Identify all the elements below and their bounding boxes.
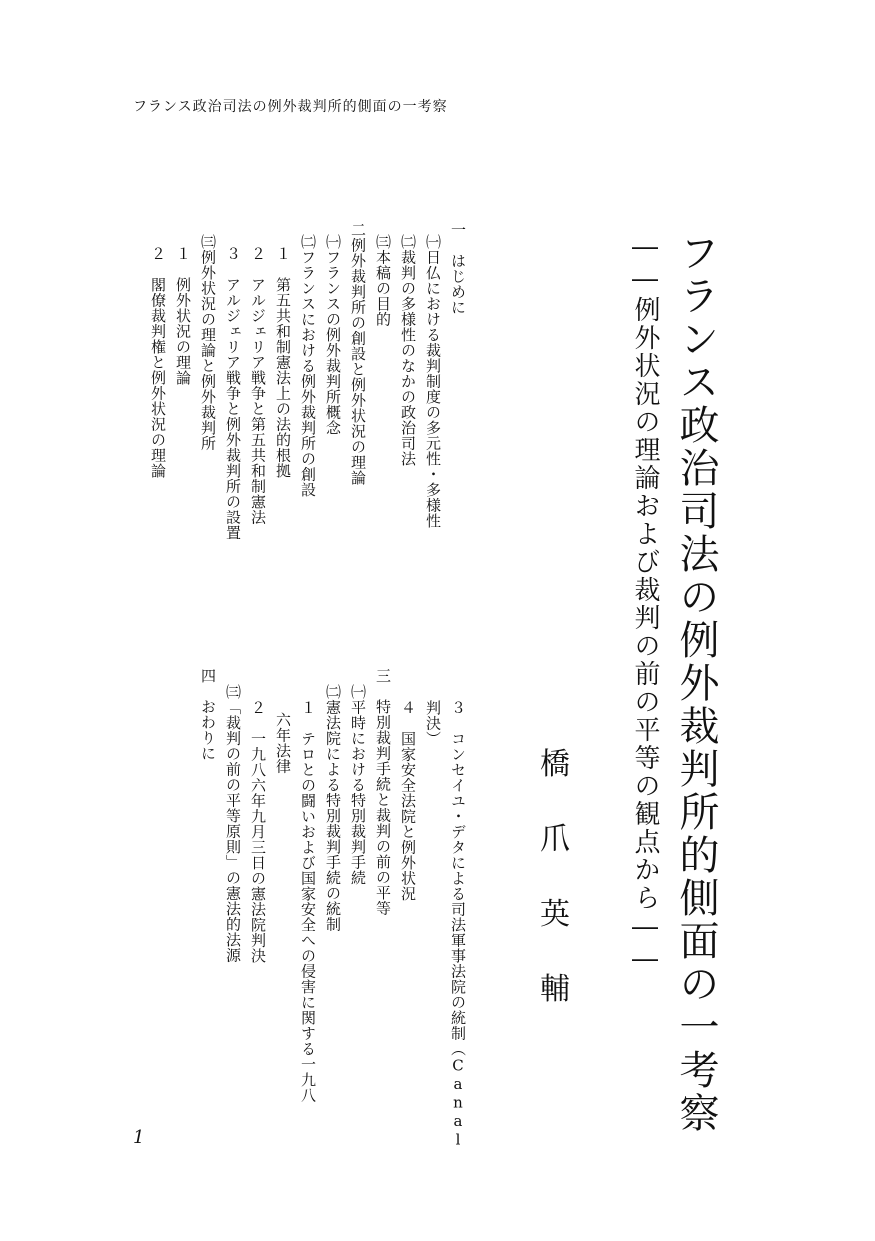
toc-subsection: １ テロとの闘いおよび国家安全への侵害に関する一九八 <box>299 700 317 1103</box>
author-char: 英 <box>540 897 570 932</box>
author-char: 輔 <box>540 972 570 1007</box>
toc-chapter-3: 三 特別裁判手続と裁判の前の平等 <box>374 668 392 916</box>
toc-chapter-2: 二例外裁判所の創設と例外状況の理論 <box>349 222 367 486</box>
toc-subsection: ３ コンセイユ・デタによる司法軍事法院の統制（Canal <box>449 700 467 1149</box>
author-char: 橋 <box>540 747 570 782</box>
article-title: フランス政治司法の例外裁判所的側面の一考察 <box>673 232 719 1135</box>
toc-subsection: ２ 閣僚裁判権と例外状況の理論 <box>149 246 167 479</box>
toc-subsection-continued: 判決） <box>424 700 442 747</box>
article-subtitle: ――例外状況の理論および裁判の前の平等の観点から―― <box>630 232 660 976</box>
running-header: フランス政治司法の例外裁判所的側面の一考察 <box>133 99 448 115</box>
toc-chapter-4: 四 おわりに <box>199 668 217 761</box>
toc-chapter-1: 一 はじめに <box>449 222 467 315</box>
toc-subsection-continued: 六年法律 <box>274 712 292 774</box>
toc-section: ㈠平時における特別裁判手続 <box>349 684 367 886</box>
toc-section: ㈠フランスの例外裁判所概念 <box>324 234 342 436</box>
toc-section: ㈡裁判の多様性のなかの政治司法 <box>399 234 417 467</box>
toc-subsection: ３ アルジェリア戦争と例外裁判所の設置 <box>224 246 242 541</box>
toc-section: ㈡憲法院による特別裁判手続の統制 <box>324 684 342 932</box>
toc-section: ㈢「裁判の前の平等原則」の憲法的法源 <box>224 684 242 963</box>
toc-subsection: ４ 国家安全法院と例外状況 <box>399 700 417 902</box>
toc-section: ㈢本稿の目的 <box>374 234 392 327</box>
author-name <box>540 747 570 1050</box>
toc-section: ㈡フランスにおける例外裁判所の創設 <box>299 234 317 498</box>
page-number: 1 <box>133 1127 145 1148</box>
toc-subsection: １ 例外状況の理論 <box>174 246 192 386</box>
toc-subsection: １ 第五共和制憲法上の法的根拠 <box>274 246 292 479</box>
toc-subsection: ２ 一九八六年九月三日の憲法院判決 <box>249 700 267 964</box>
toc-section: ㈢例外状況の理論と例外裁判所 <box>199 234 217 451</box>
toc-section: ㈠日仏における裁判制度の多元性・多様性 <box>424 234 442 529</box>
toc-subsection: ２ アルジェリア戦争と第五共和制憲法 <box>249 246 267 525</box>
author-char: 爪 <box>540 822 570 857</box>
